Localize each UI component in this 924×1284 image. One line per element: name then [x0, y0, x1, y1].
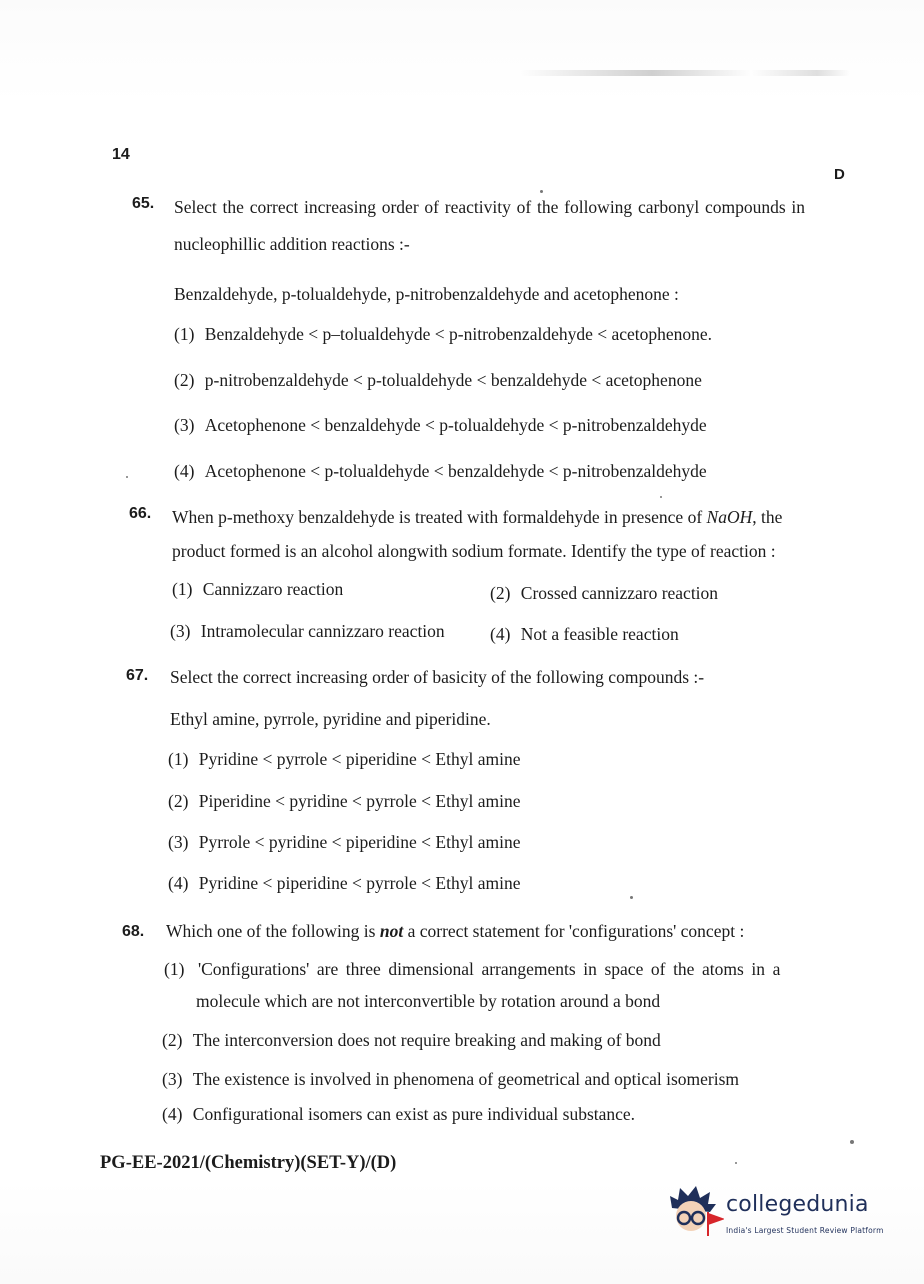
option-3: [162, 1068, 739, 1090]
option-label: (2): [490, 583, 511, 603]
option-2: [490, 582, 718, 604]
option-4: [490, 623, 679, 645]
scan-speck: [540, 190, 543, 193]
option-1: [164, 958, 780, 980]
option-text: Acetophenone < p-tolualdehyde < benzaldehyde < p-nitrobenzaldehyde: [204, 461, 707, 481]
watermark-tagline: India's Largest Student Review Platform: [726, 1226, 884, 1235]
question-preamble: Benzaldehyde, p-tolualdehyde, p-nitrobenzaldehyde and acetophenone :: [174, 284, 679, 304]
question-number: 67.: [126, 667, 149, 684]
question-number: 66.: [129, 505, 152, 522]
option-text: The existence is involved in phenomena of geometrical and optical isomerism: [192, 1069, 740, 1089]
option-text: Piperidine < pyridine < pyrrole < Ethyl amine: [198, 791, 521, 811]
set-letter: D: [834, 166, 845, 183]
question-number: 65.: [132, 195, 155, 212]
option-text: Pyridine < pyrrole < piperidine < Ethyl amine: [198, 749, 521, 769]
option-label: (3): [168, 832, 189, 852]
collegedunia-watermark: [664, 1178, 894, 1248]
option-text: Configurational isomers can exist as pure individual substance.: [192, 1104, 636, 1124]
question-stem-line: product formed is an alcohol alongwith sodium formate. Identify the type of reaction :: [172, 541, 776, 561]
option-text: The interconversion does not require breaking and making of bond: [192, 1030, 661, 1050]
option-3: [174, 414, 707, 436]
option-label: (2): [168, 791, 189, 811]
option-label: (4): [490, 624, 511, 644]
collegedunia-logo-icon: [664, 1182, 724, 1238]
option-label: (2): [174, 370, 195, 390]
stem-text: , the: [752, 507, 783, 527]
watermark-brand: collegedunia: [726, 1192, 869, 1217]
option-text: Crossed cannizzaro reaction: [520, 583, 719, 603]
option-text: Acetophenone < benzaldehyde < p-tolualdehyde < p-nitrobenzaldehyde: [204, 415, 707, 435]
reagent-formula: NaOH: [706, 507, 753, 527]
question-preamble: Ethyl amine, pyrrole, pyridine and piperidine.: [170, 709, 491, 729]
option-label: (1): [172, 579, 193, 599]
option-2: [174, 369, 702, 391]
question-stem-line: Select the correct increasing order of basicity of the following compounds :-: [170, 667, 705, 687]
option-label: (1): [164, 959, 185, 979]
option-text: Pyrrole < pyridine < piperidine < Ethyl amine: [198, 832, 521, 852]
question-stem-line: Select the correct increasing order of reactivity of the following carbonyl compounds in: [174, 197, 806, 217]
scan-speck: [630, 896, 633, 899]
option-label: (4): [174, 461, 195, 481]
option-text: Benzaldehyde < p–tolualdehyde < p-nitrobenzaldehyde < acetophenone.: [204, 324, 713, 344]
stem-text: a correct statement for 'configurations' concept :: [407, 921, 745, 941]
option-text: Not a feasible reaction: [520, 624, 679, 644]
option-1: [174, 323, 712, 345]
scan-artifact: [520, 70, 850, 76]
scan-speck: [126, 476, 128, 478]
option-label: (4): [162, 1104, 183, 1124]
option-text: p-nitrobenzaldehyde < p-tolualdehyde < benzaldehyde < acetophenone: [204, 370, 702, 390]
option-3: [168, 831, 520, 853]
option-label: (3): [170, 621, 191, 641]
question-number: 68.: [122, 923, 145, 940]
scan-speck: [660, 496, 662, 498]
option-4: [162, 1103, 635, 1125]
question-stem-line: [172, 506, 782, 528]
scan-speck: [735, 1162, 737, 1164]
option-label: (4): [168, 873, 189, 893]
stem-text: Which one of the following is: [166, 921, 376, 941]
option-label: (1): [168, 749, 189, 769]
stem-text: When p-methoxy benzaldehyde is treated with formaldehyde in presence of: [172, 507, 703, 527]
option-2: [162, 1029, 661, 1051]
option-label: (3): [174, 415, 195, 435]
option-4: [174, 460, 707, 482]
option-3: [170, 620, 445, 642]
option-text: 'Configurations' are three dimensional arrangements in space of the atoms in a: [197, 959, 781, 979]
question-stem-line: nucleophillic addition reactions :-: [174, 234, 410, 254]
paper-code-footer: PG-EE-2021/(Chemistry)(SET-Y)/(D): [100, 1153, 397, 1173]
scan-speck: [850, 1140, 854, 1144]
option-1: [172, 578, 343, 600]
option-label: (3): [162, 1069, 183, 1089]
option-4: [168, 872, 520, 894]
option-1: [168, 748, 520, 770]
option-label: (1): [174, 324, 195, 344]
option-2: [168, 790, 520, 812]
page-number: 14: [112, 146, 130, 163]
question-stem-line: [166, 920, 744, 942]
option-1-continued: molecule which are not interconvertible by rotation around a bond: [196, 991, 661, 1011]
emphasis-not: not: [379, 921, 404, 941]
option-text: Pyridine < piperidine < pyrrole < Ethyl amine: [198, 873, 521, 893]
option-text: Cannizzaro reaction: [202, 579, 344, 599]
option-text: Intramolecular cannizzaro reaction: [200, 621, 445, 641]
option-label: (2): [162, 1030, 183, 1050]
